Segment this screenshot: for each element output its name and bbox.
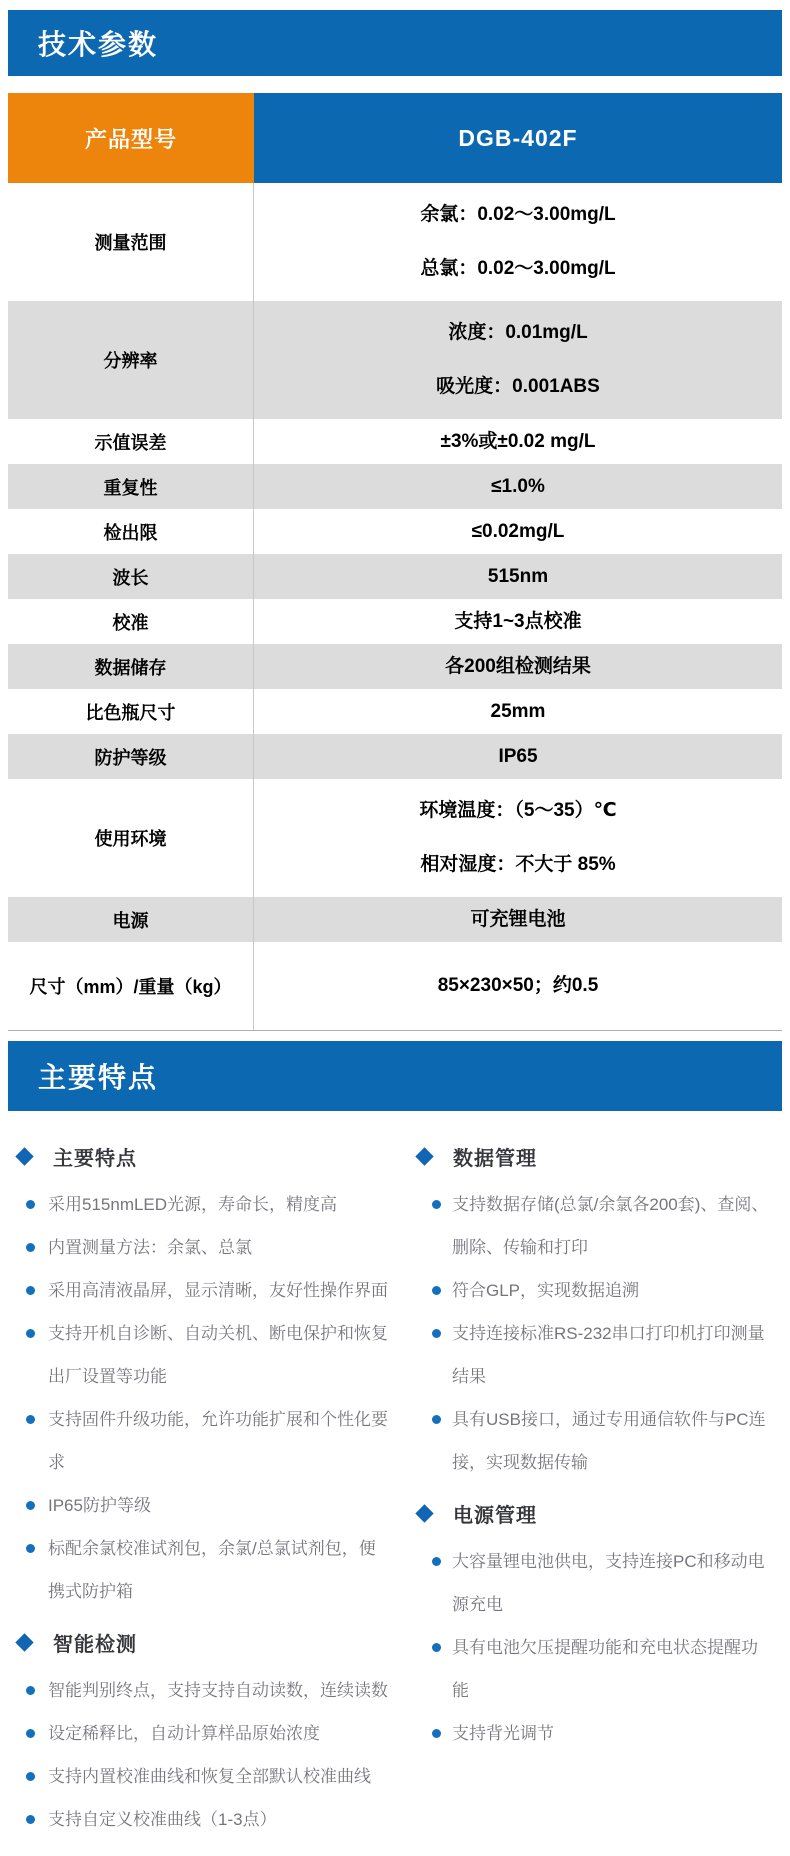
bullet-icon [26, 1686, 35, 1695]
feature-item [10, 1226, 400, 1269]
bullet-icon [432, 1329, 441, 1338]
bullet-icon [432, 1286, 441, 1295]
bullet-icon [432, 1643, 441, 1652]
feature-item-text: 标配余氯校准试剂包，余氯/总氯试剂包，便携式防护箱 [48, 1539, 376, 1601]
features-title: 主要特点 [38, 1062, 159, 1093]
feature-item-text: 支持数据存储(总氯/余氯各200套)、查阅、删除、传输和打印 [452, 1195, 769, 1257]
feature-item [410, 1626, 780, 1712]
feature-item [10, 1755, 400, 1798]
row-value-line: 25mm [490, 700, 546, 722]
row-value-line: 余氯：0.02～3.00mg/L [420, 204, 616, 225]
row-value-line: 吸光度：0.001ABS [436, 376, 600, 397]
feature-item [410, 1183, 780, 1269]
row-value [254, 301, 782, 419]
features-right-column [410, 1141, 780, 1841]
feature-item [410, 1540, 780, 1626]
table-row [8, 183, 782, 301]
row-label: 电源 [8, 897, 254, 942]
bullet-icon [26, 1286, 35, 1295]
row-value-line: 85×230×50；约0.5 [437, 975, 599, 996]
feature-section-title: 智能检测 [53, 1633, 137, 1656]
feature-section-title: 电源管理 [453, 1504, 537, 1527]
row-value [254, 599, 782, 644]
feature-item-text: 支持内置校准曲线和恢复全部默认校准曲线 [48, 1767, 371, 1786]
bullet-icon [26, 1200, 35, 1209]
bullet-icon [26, 1729, 35, 1738]
feature-item-text: 内置测量方法：余氯、总氯 [48, 1238, 252, 1257]
bullet-icon [26, 1415, 35, 1424]
feature-section-header [410, 1141, 780, 1171]
row-label: 示值误差 [8, 419, 254, 464]
row-label: 测量范围 [8, 183, 254, 301]
row-value-line: ≤1.0% [491, 475, 545, 497]
feature-list [410, 1183, 780, 1484]
feature-item [10, 1712, 400, 1755]
row-label: 波长 [8, 554, 254, 599]
feature-item [410, 1312, 780, 1398]
row-value [254, 509, 782, 554]
spec-table-header-row [8, 93, 782, 183]
feature-item-text: IP65防护等级 [48, 1496, 151, 1515]
product-model-value: DGB-402F [254, 93, 782, 183]
feature-item [10, 1269, 400, 1312]
feature-item-text: 采用515nmLED光源，寿命长，精度高 [48, 1195, 338, 1214]
feature-section-header [410, 1498, 780, 1528]
row-value [254, 689, 782, 734]
table-row [8, 734, 782, 779]
row-label: 使用环境 [8, 779, 254, 897]
feature-item [410, 1712, 780, 1755]
row-label: 检出限 [8, 509, 254, 554]
feature-item-text: 支持开机自诊断、自动关机、断电保护和恢复出厂设置等功能 [48, 1324, 388, 1386]
diamond-icon [415, 1147, 433, 1165]
tech-params-header-bar [8, 10, 782, 76]
row-value-line: 支持1~3点校准 [454, 610, 582, 632]
row-value [254, 644, 782, 689]
row-label: 尺寸（mm）/重量（kg） [8, 942, 254, 1030]
feature-item-text: 大容量锂电池供电，支持连接PC和移动电源充电 [452, 1552, 765, 1614]
feature-section-header [10, 1141, 400, 1171]
diamond-icon [415, 1504, 433, 1522]
bullet-icon [26, 1501, 35, 1510]
table-row [8, 464, 782, 509]
row-label: 分辨率 [8, 301, 254, 419]
row-value [254, 183, 782, 301]
feature-section-title: 数据管理 [453, 1147, 537, 1170]
table-row [8, 644, 782, 689]
row-value [254, 554, 782, 599]
feature-item-text: 具有电池欠压提醒功能和充电状态提醒功能 [452, 1638, 758, 1700]
tech-params-title: 技术参数 [38, 29, 159, 60]
table-row [8, 897, 782, 942]
row-value-line: 总氯：0.02～3.00mg/L [420, 258, 616, 279]
bullet-icon [26, 1329, 35, 1338]
bullet-icon [26, 1544, 35, 1553]
feature-item [10, 1398, 400, 1484]
feature-item [10, 1669, 400, 1712]
feature-item-text: 采用高清液晶屏，显示清晰，友好性操作界面 [48, 1281, 388, 1300]
row-value-line: IP65 [498, 745, 538, 767]
feature-list [410, 1540, 780, 1755]
row-value [254, 779, 782, 897]
row-value-line: 各200组检测结果 [445, 655, 591, 677]
bullet-icon [432, 1200, 441, 1209]
row-label: 比色瓶尺寸 [8, 689, 254, 734]
diamond-icon [15, 1147, 33, 1165]
feature-section-title: 主要特点 [53, 1147, 137, 1170]
feature-section-header [10, 1627, 400, 1657]
row-value-line: ±3%或±0.02 mg/L [440, 430, 596, 452]
row-value [254, 419, 782, 464]
bullet-icon [432, 1557, 441, 1566]
row-value [254, 734, 782, 779]
row-value-line: 相对湿度：不大于 85% [420, 854, 616, 875]
row-value-line: 环境温度：（5～35）℃ [419, 800, 617, 821]
features-area [0, 1111, 790, 1841]
table-row [8, 419, 782, 464]
bullet-icon [26, 1772, 35, 1781]
row-label: 数据储存 [8, 644, 254, 689]
row-label: 防护等级 [8, 734, 254, 779]
features-header-bar [8, 1041, 782, 1111]
feature-item-text: 支持背光调节 [452, 1724, 554, 1743]
bullet-icon [26, 1815, 35, 1824]
feature-item [410, 1269, 780, 1312]
feature-item-text: 设定稀释比，自动计算样品原始浓度 [48, 1724, 320, 1743]
table-row [8, 599, 782, 644]
row-value [254, 464, 782, 509]
table-row [8, 689, 782, 734]
feature-item-text: 智能判别终点，支持支持自动读数，连续读数 [48, 1681, 388, 1700]
table-row [8, 554, 782, 599]
feature-item-text: 支持固件升级功能，允许功能扩展和个性化要求 [48, 1410, 388, 1472]
feature-item [10, 1183, 400, 1226]
feature-item-text: 具有USB接口，通过专用通信软件与PC连接，实现数据传输 [452, 1410, 766, 1472]
row-label: 重复性 [8, 464, 254, 509]
bullet-icon [432, 1415, 441, 1424]
feature-item [10, 1312, 400, 1398]
feature-item-text: 支持自定义校准曲线（1-3点） [48, 1810, 277, 1829]
spec-table-body [8, 183, 782, 1030]
feature-item [410, 1398, 780, 1484]
row-value [254, 942, 782, 1030]
table-row [8, 509, 782, 554]
table-row [8, 301, 782, 419]
bullet-icon [432, 1729, 441, 1738]
feature-item-text: 支持连接标准RS-232串口打印机打印测量结果 [452, 1324, 765, 1386]
feature-item-text: 符合GLP，实现数据追溯 [452, 1281, 640, 1300]
diamond-icon [15, 1633, 33, 1651]
feature-list [10, 1183, 400, 1613]
features-left-column [10, 1141, 410, 1841]
spec-table [8, 93, 782, 1031]
row-label: 校准 [8, 599, 254, 644]
feature-item [10, 1484, 400, 1527]
product-model-label: 产品型号 [8, 93, 254, 183]
table-row [8, 942, 782, 1030]
bullet-icon [26, 1243, 35, 1252]
row-value-line: ≤0.02mg/L [471, 520, 565, 542]
feature-item [10, 1527, 400, 1613]
row-value [254, 897, 782, 942]
feature-item [10, 1798, 400, 1841]
row-value-line: 515nm [487, 565, 549, 587]
table-row [8, 779, 782, 897]
row-value-line: 浓度：0.01mg/L [448, 322, 588, 343]
feature-list [10, 1669, 400, 1841]
row-value-line: 可充锂电池 [470, 908, 566, 930]
